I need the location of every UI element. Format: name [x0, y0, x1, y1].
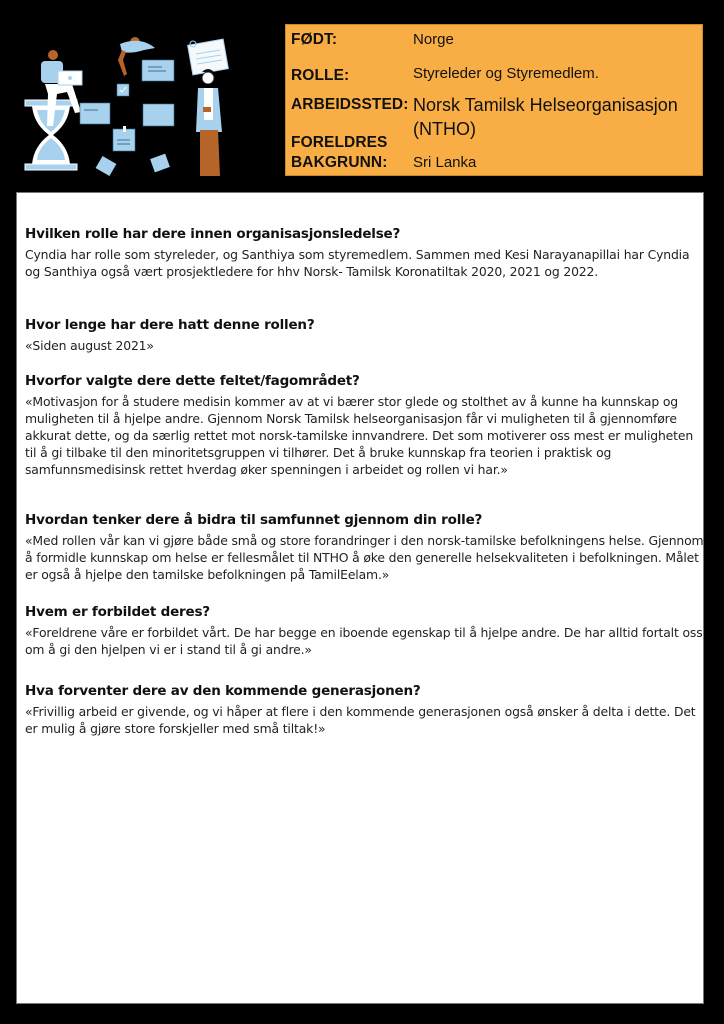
woman-standing-icon — [196, 69, 222, 176]
workplace-label: ARBEIDSSTED: — [291, 96, 409, 113]
answer-text: «Frivillig arbeid er givende, og vi håper at flere i den kommende generasjonen også ønsker å delta i dette. Det er mulig å gjøre store forskjeller med små tiltak!» — [25, 704, 696, 736]
question-heading: Hva forventer dere av den kommende generasjonen? — [25, 683, 421, 699]
parents-background-value: Sri Lanka — [413, 154, 477, 171]
question-heading: Hvem er forbildet deres? — [25, 604, 210, 620]
qa-item — [25, 511, 705, 583]
question-heading: Hvorfor valgte dere dette feltet/fagområdet? — [25, 373, 360, 389]
role-label: ROLLE: — [291, 67, 350, 84]
born-label: FØDT: — [291, 31, 338, 48]
document-cards-icon — [80, 60, 174, 176]
qa-item — [25, 682, 705, 737]
answer-text: «Med rollen vår kan vi gjøre både små og store forandringer i den norsk-tamilske befolkningens helse. Gjennom å formidle kunnskap om helse er fellesmålet til NTHO å øke den generelle helsekvaliteten i befolkningen. Målet er også å hjelpe den tamilske befolkningen på TamilEelam.» — [25, 533, 704, 582]
workplace-value-line1: Norsk Tamilsk Helseorganisasjon — [413, 95, 678, 115]
header-illustration — [20, 22, 280, 190]
workplace-value-line2: (NTHO) — [413, 119, 476, 139]
question-heading: Hvilken rolle har dere innen organisasjonsledelse? — [25, 226, 401, 242]
checkbox-card-icon — [117, 84, 129, 96]
role-value: Styreleder og Styremedlem. — [413, 65, 599, 82]
answer-text: «Siden august 2021» — [25, 338, 154, 353]
answer-text: «Motivasjon for å studere medisin kommer av at vi bærer stor glede og stolthet av å kunne ha kunnskap og muligheten til å hjelpe andre. Gjennom Norsk Tamilsk helseorganisasjon får vi muligheten til å gjennomføre akkurat dette, og da særlig rettet mot norsk-tamilske innvandrere. Det som motiverer oss mest er muligheten til å gi tilbake til den minoritetsgruppen vi tilhører. Det å bruke kunnskap fra teorien i praktisk og samfunnsmedisinsk rettet hverdag øker spenningen i arbeidet og rollen vi har.» — [25, 394, 694, 477]
question-heading: Hvordan tenker dere å bidra til samfunnet gjennom din rolle? — [25, 512, 483, 528]
qa-item — [25, 372, 705, 478]
parents-background-label-line2: BAKGRUNN: — [291, 154, 388, 171]
profile-info-box — [285, 24, 703, 176]
qa-item — [25, 225, 705, 280]
qa-item — [25, 603, 705, 658]
answer-text: «Foreldrene våre er forbildet vårt. De har begge en iboende egenskap til å hjelpe andre. De har alltid fortalt oss om å gi den hjelpen vi er i stand til å gi andre.» — [25, 625, 703, 657]
interview-content — [16, 192, 704, 1004]
question-heading: Hvor lenge har dere hatt denne rollen? — [25, 317, 315, 333]
parents-background-label-line1: FORELDRES — [291, 134, 388, 151]
qa-item — [25, 316, 705, 354]
born-value: Norge — [413, 31, 454, 48]
answer-text: Cyndia har rolle som styreleder, og Santhiya som styremedlem. Sammen med Kesi Narayanapillai har Cyndia og Santhiya også vært prosjektledere for hhv Norsk- Tamilsk Koronatiltak 2020, 2021 og 2022. — [25, 247, 690, 279]
